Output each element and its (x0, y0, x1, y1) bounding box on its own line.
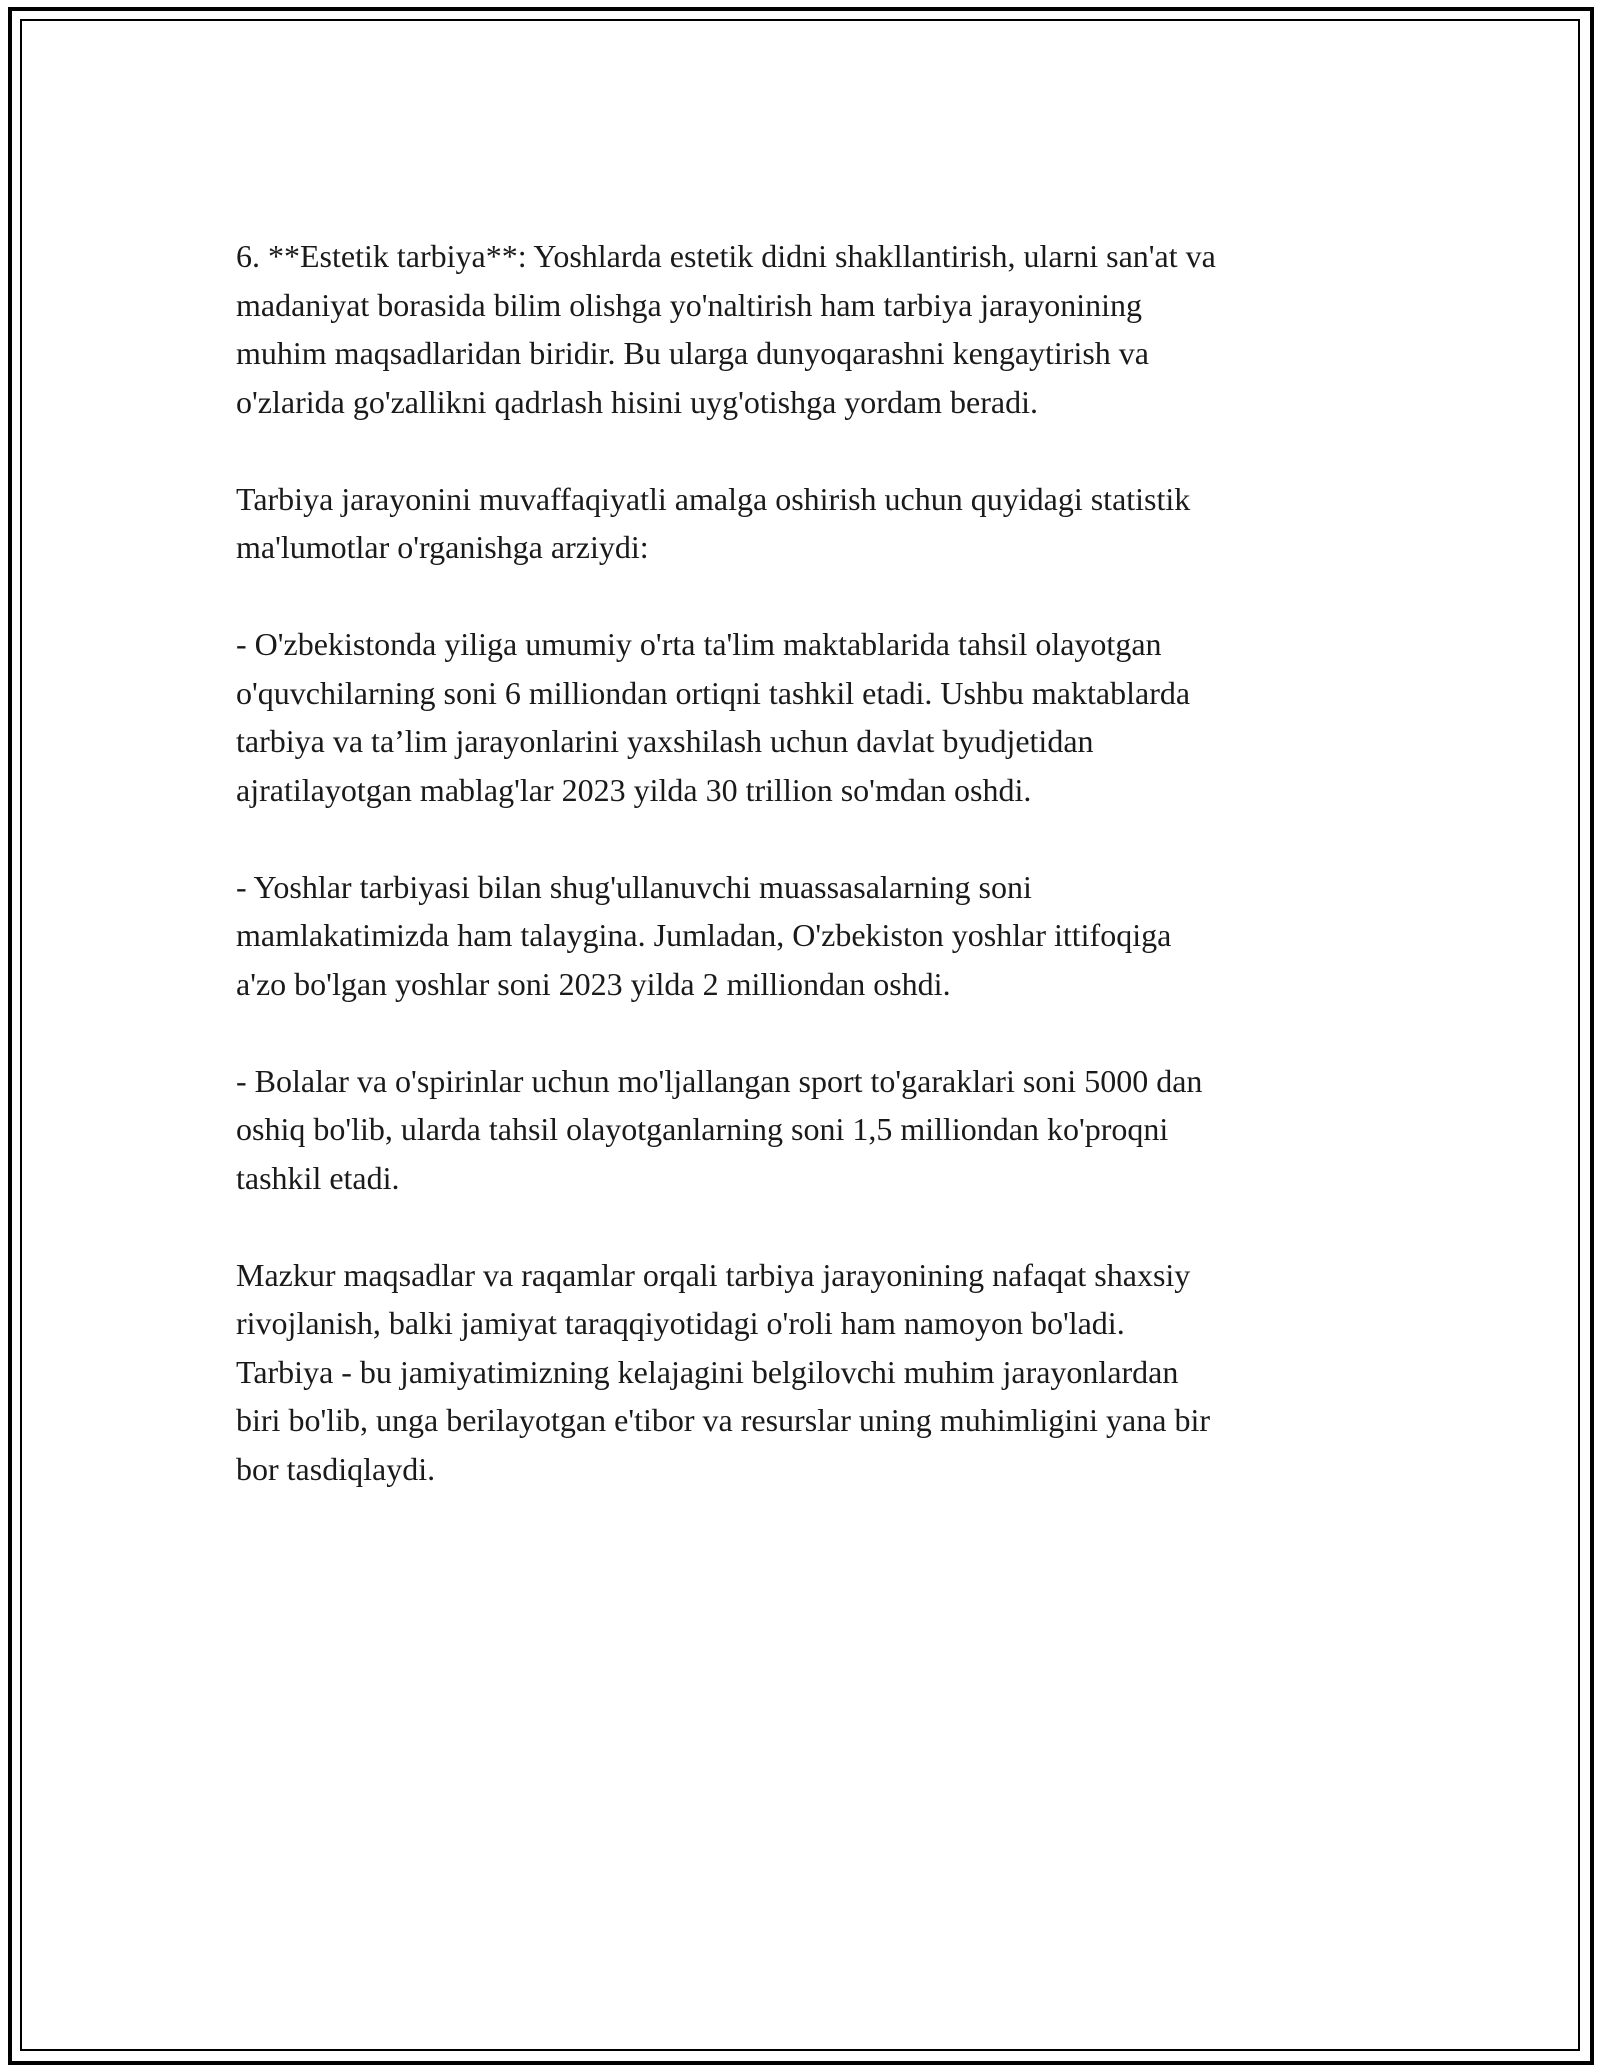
text-line: mamlakatimizda ham talaygina. Jumladan, O'zbekiston yoshlar ittifoqiga (236, 917, 1172, 953)
text-line: oshiq bo'lib, ularda tahsil olayotganlarning soni 1,5 milliondan ko'proqni (236, 1111, 1169, 1147)
paragraph-sports-clubs-statistic (236, 1057, 1386, 1203)
text-line: a'zo bo'lgan yoshlar soni 2023 yilda 2 milliondan oshdi. (236, 965, 951, 1002)
paragraph-statistics-intro (236, 475, 1386, 572)
paragraph-aesthetic-education (236, 232, 1386, 426)
text-line: rivojlanish, balki jamiyat taraqqiyotidagi o'roli ham namoyon bo'ladi. (236, 1305, 1125, 1341)
text-line: o'zlarida go'zallikni qadrlash hisini uyg'otishga yordam beradi. (236, 383, 1038, 420)
text-line: - Yoshlar tarbiyasi bilan shug'ullanuvchi muassasalarning soni (236, 868, 1032, 905)
text-line: 6. **Estetik tarbiya**: Yoshlarda estetik didni shakllantirish, ularni san'at va (236, 238, 1216, 274)
text-line: - O'zbekistonda yiliga umumiy o'rta ta'lim maktablarida tahsil olayotgan (236, 626, 1162, 662)
text-line: tashkil etadi. (236, 1159, 400, 1196)
paragraph-schools-statistic (236, 620, 1386, 814)
text-line: Tarbiya - bu jamiyatimizning kelajagini belgilovchi muhim jarayonlardan (236, 1353, 1179, 1390)
text-line: ma'lumotlar o'rganishga arziydi: (236, 529, 649, 565)
document-body (236, 232, 1386, 1493)
text-line: ajratilayotgan mablag'lar 2023 yilda 30 trillion so'mdan oshdi. (236, 771, 1032, 808)
paragraph-conclusion (236, 1251, 1386, 1494)
text-line: biri bo'lib, unga berilayotgan e'tibor va resurslar uning muhimligini yana bir (236, 1402, 1210, 1438)
text-line: Tarbiya jarayonini muvaffaqiyatli amalga oshirish uchun quyidagi statistik (236, 480, 1191, 517)
text-line: bor tasdiqlaydi. (236, 1450, 436, 1487)
text-line: - Bolalar va o'spirinlar uchun mo'ljallangan sport to'garaklari soni 5000 dan (236, 1062, 1203, 1099)
text-line: o'quvchilarning soni 6 milliondan ortiqni tashkil etadi. Ushbu maktablarda (236, 674, 1191, 711)
text-line: muhim maqsadlaridan biridir. Bu ularga dunyoqarashni kengaytirish va (236, 335, 1149, 371)
text-line: Mazkur maqsadlar va raqamlar orqali tarbiya jarayonining nafaqat shaxsiy (236, 1256, 1191, 1293)
paragraph-youth-organizations-statistic (236, 863, 1386, 1009)
text-line: tarbiya va ta’lim jarayonlarini yaxshilash uchun davlat byudjetidan (236, 723, 1094, 759)
text-line: madaniyat borasida bilim olishga yo'naltirish ham tarbiya jarayonining (236, 286, 1142, 323)
